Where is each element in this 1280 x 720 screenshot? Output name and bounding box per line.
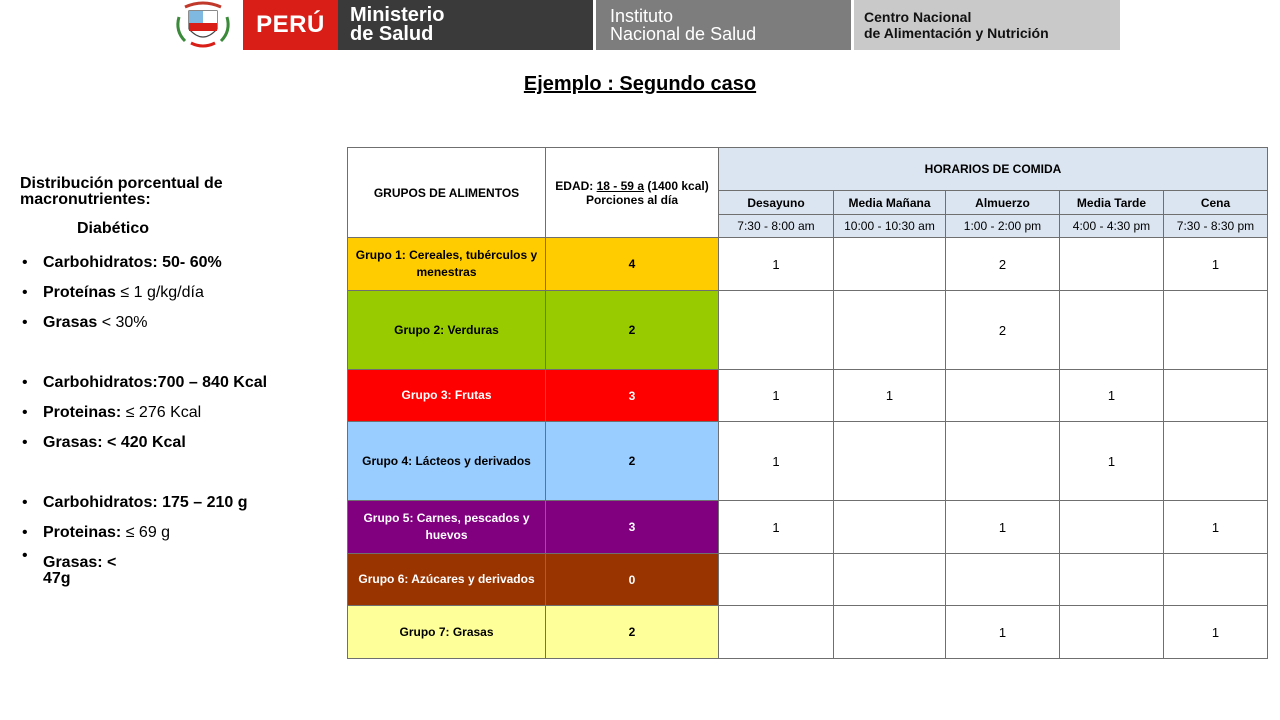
portions: 2 — [546, 422, 719, 501]
header-age-portions — [546, 148, 719, 238]
item-value: 700 – 840 Kcal — [157, 374, 268, 391]
panel-subheading: Diabético — [77, 220, 150, 237]
cenan-logo: Centro Nacional de Alimentación y Nutrición — [854, 0, 1120, 50]
meal-time: 1:00 - 2:00 pm — [946, 215, 1060, 238]
item-value: 47g — [43, 570, 71, 587]
food-group: Grupo 3: Frutas — [348, 370, 546, 422]
item-label: Grasas — [43, 314, 98, 331]
meal-cell — [1060, 554, 1164, 606]
meal-cell: 1 — [719, 501, 834, 554]
meal-cell — [1164, 422, 1268, 501]
meal-cell: 1 — [1164, 606, 1268, 659]
page-title: Ejemplo : Segundo caso — [523, 73, 757, 95]
table-row — [348, 606, 1268, 659]
table-row — [348, 291, 1268, 370]
meal-header: Cena — [1164, 191, 1268, 215]
meal-cell — [946, 370, 1060, 422]
percent-list — [20, 248, 320, 338]
meal-cell — [719, 291, 834, 370]
meal-cell — [1164, 554, 1268, 606]
panel-heading: Distribución porcentual de macronutrientes: — [20, 175, 223, 208]
food-group: Grupo 7: Grasas — [348, 606, 546, 659]
meal-cell — [834, 422, 946, 501]
meal-cell: 1 — [719, 238, 834, 291]
item-label: Grasas: < — [43, 554, 117, 571]
meal-cell: 2 — [946, 291, 1060, 370]
meal-header: Almuerzo — [946, 191, 1060, 215]
item-label: Carbohidratos: — [43, 254, 158, 271]
food-group: Grupo 5: Carnes, pescados y huevos — [348, 501, 546, 554]
portions: 0 — [546, 554, 719, 606]
meal-cell: 1 — [1164, 238, 1268, 291]
meal-cell — [834, 501, 946, 554]
item-label: Grasas: — [43, 434, 103, 451]
meal-cell — [1060, 238, 1164, 291]
meal-cell: 1 — [834, 370, 946, 422]
meal-cell — [1060, 501, 1164, 554]
age-prefix: EDAD: — [555, 178, 597, 193]
peru-coat-of-arms-logo — [163, 0, 243, 50]
meal-cell — [1060, 606, 1164, 659]
meal-header: Media Tarde — [1060, 191, 1164, 215]
table-row — [348, 370, 1268, 422]
table-row — [348, 422, 1268, 501]
table-row — [348, 501, 1268, 554]
item-value: ≤ 276 Kcal — [121, 404, 202, 421]
item-label: Proteínas — [43, 284, 116, 301]
meal-header: Media Mañana — [834, 191, 946, 215]
meal-time: 4:00 - 4:30 pm — [1060, 215, 1164, 238]
item-value: < 30% — [97, 314, 148, 331]
meal-cell — [834, 291, 946, 370]
meal-cell — [1164, 370, 1268, 422]
meal-cell: 2 — [946, 238, 1060, 291]
food-group: Grupo 6: Azúcares y derivados — [348, 554, 546, 606]
meal-time: 7:30 - 8:00 am — [719, 215, 834, 238]
kcal-list — [20, 368, 320, 458]
spacer — [20, 338, 320, 368]
item-label: Carbohidratos: — [43, 494, 158, 511]
macronutrient-panel — [20, 176, 320, 587]
table-row — [348, 238, 1268, 291]
portions: 2 — [546, 606, 719, 659]
meal-plan-table — [347, 147, 1268, 659]
item-label: Proteinas: — [43, 524, 122, 541]
list-item — [20, 278, 320, 308]
food-group: Grupo 1: Cereales, tubérculos y menestras — [348, 238, 546, 291]
item-value: 50- 60% — [157, 254, 222, 271]
meal-cell: 1 — [1060, 422, 1164, 501]
meal-cell: 1 — [1164, 501, 1268, 554]
header-meal-times: HORARIOS DE COMIDA — [719, 148, 1268, 191]
item-value: ≤ 69 g — [121, 524, 171, 541]
age-kcal: (1400 kcal) — [644, 178, 709, 193]
peru-logo: PERÚ — [243, 0, 338, 50]
list-item — [20, 308, 320, 338]
grams-list — [20, 488, 320, 587]
item-value: < 420 Kcal — [102, 434, 186, 451]
meal-header: Desayuno — [719, 191, 834, 215]
meal-cell — [946, 422, 1060, 501]
meal-cell — [946, 554, 1060, 606]
table-row — [348, 554, 1268, 606]
list-item — [20, 428, 320, 458]
portions-label: Porciones al día — [585, 192, 679, 207]
meal-cell: 1 — [1060, 370, 1164, 422]
item-value: 175 – 210 g — [157, 494, 248, 511]
meal-cell: 1 — [719, 370, 834, 422]
meal-cell: 1 — [719, 422, 834, 501]
portions: 2 — [546, 291, 719, 370]
list-item — [20, 488, 320, 518]
header-banner — [163, 0, 1120, 50]
meal-cell — [719, 606, 834, 659]
food-group: Grupo 4: Lácteos y derivados — [348, 422, 546, 501]
meal-cell — [834, 238, 946, 291]
food-group: Grupo 2: Verduras — [348, 291, 546, 370]
meal-cell: 1 — [946, 606, 1060, 659]
list-item — [20, 518, 320, 548]
instituto-nacional-de-salud-logo: Instituto Nacional de Salud — [596, 0, 851, 50]
item-label: Proteinas: — [43, 404, 122, 421]
portions: 3 — [546, 501, 719, 554]
meal-cell — [834, 554, 946, 606]
meal-cell: 1 — [946, 501, 1060, 554]
meal-cell — [1164, 291, 1268, 370]
list-item — [20, 548, 320, 587]
meal-cell — [719, 554, 834, 606]
header-food-groups: GRUPOS DE ALIMENTOS — [348, 148, 546, 238]
list-item — [20, 398, 320, 428]
meal-time: 7:30 - 8:30 pm — [1164, 215, 1268, 238]
meal-cell — [1060, 291, 1164, 370]
portions: 4 — [546, 238, 719, 291]
portions: 3 — [546, 370, 719, 422]
ministerio-de-salud-logo: Ministerio de Salud — [338, 0, 593, 50]
list-item — [20, 368, 320, 398]
item-value: ≤ 1 g/kg/día — [115, 284, 204, 301]
age-range: 18 - 59 a — [596, 178, 644, 193]
meal-cell — [834, 606, 946, 659]
list-item — [20, 248, 320, 278]
meal-time: 10:00 - 10:30 am — [834, 215, 946, 238]
spacer — [20, 458, 320, 488]
item-label: Carbohidratos: — [43, 374, 158, 391]
